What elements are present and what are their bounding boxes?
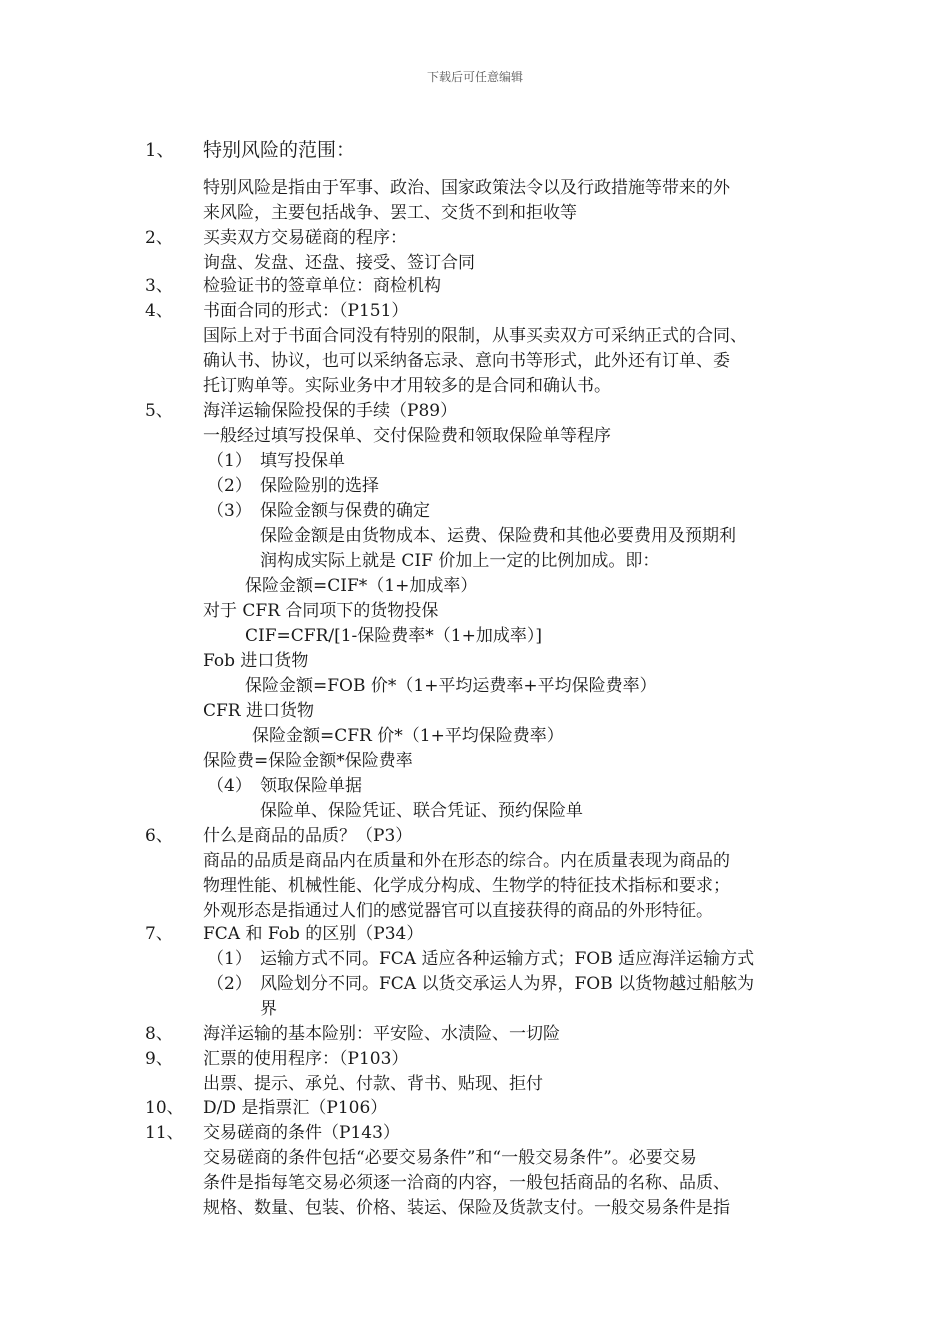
item-title: 检验证书的签章单位：商检机构 [203, 276, 441, 296]
item-number: 3、 [145, 276, 173, 296]
item-title: 海洋运输的基本险别：平安险、水渍险、一切险 [203, 1024, 560, 1044]
item-title: 什么是商品的品质？（P3） [203, 826, 413, 846]
item-title: 买卖双方交易磋商的程序： [203, 228, 407, 248]
item-title: 交易磋商的条件（P143） [203, 1123, 400, 1143]
item-number: 4、 [145, 301, 173, 321]
item-title: FCA 和 Fob 的区别（P34） [203, 924, 424, 944]
item-number: 7、 [145, 924, 173, 944]
item-number: 11、 [145, 1123, 184, 1143]
item-number: 6、 [145, 826, 173, 846]
item-title: 书面合同的形式：（P151） [203, 301, 409, 321]
item-number: 2、 [145, 228, 173, 248]
item-number: 5、 [145, 401, 173, 421]
item-title: 汇票的使用程序：（P103） [203, 1049, 409, 1069]
item-title: 特别风险的范围： [203, 139, 356, 161]
item-number: 8、 [145, 1024, 173, 1044]
document-body: 1、 特别风险的范围： 特别风险是指由于军事、政治、国家政策法令以及行政措施等带来的外 来风险，主要包括战争、罢工、交货不到和拒收等 2、 买卖双方交易磋商的程序： 询盘、发盘、还盘、接受、签订合同 3、 检验证书的签章单位：商检机构 4、 书面合同的形式：（P151） 国际上对于书面合同没有特别的限制，从事买卖双方可采纳正式的合同、 确认书、协议，也可以采纳备忘录、意向书等形式，此外还有订单、委 托订购单等。实际业务中才用较多的是合同和确认书。 5、 海洋运输保险投保的手续（P89） 一般经过填写投保单、交付保险费和领取保险单等程序 （1） 填写投保单 （2） 保险险别的选择 （3） 保险金额与保费的确定 保险金额是由货物成本、运费、保险费和其他必要费用及预期利 润构成实际上就是 CIF 价加上一定的比例加成。即： 保险金额=CIF*（1+加成率） 对于 CFR 合同项下的货物投保 CIF=CFR/[1-保险费率*（1+加成率）] Fob 进口货物 保险金额=FOB 价*（1+平均运费率+平均保险费率） CFR 进口货物 保险金额=CFR 价*（1+平均保险费率） 保险费=保险金额*保险费率 （4） 领取保险单据 保险单、保险凭证、联合凭证、预约保险单 6、 什么是商品的品质？（P3） 商品的品质是商品内在质量和外在形态的综合。内在质量表现为商品的 物理性能、机械性能、化学成分构成、生物学的特征技术指标和要求； 外观形态是指通过人们的感觉器官可以直接获得的商品的外形特征。 7、 FCA 和 Fob 的区别（P34） （1） 运输方式不同。FCA 适应各种运输方式；FOB 适应海洋运输方式 （2） 风险划分不同。FCA 以货交承运人为界，FOB 以货物越过船舷为 界 8、 海洋运输的基本险别：平安险、水渍险、一切险 9、 汇票的使用程序：（P103） 出票、提示、承兑、付款、背书、贴现、拒付 10、 D/D 是指票汇（P106） 11、 交易磋商的条件（P143） 交易磋商的条件包括“必要交易条件”和“一般交易条件”。必要交易 条件是指每笔交易必须逐一洽商的内容，一般包括商品的名称、品质、 规格、数量、包装、价格、装运、保险及货款支付。一般交易条件是指 [145, 139, 755, 1218]
page-header: 下载后可任意编辑 [426, 70, 523, 84]
item-title: 海洋运输保险投保的手续（P89） [203, 401, 458, 421]
item-number: 1、 [145, 140, 175, 161]
item-title: D/D 是指票汇（P106） [203, 1098, 388, 1118]
item-number: 9、 [145, 1049, 173, 1069]
item-number: 10、 [145, 1098, 184, 1118]
